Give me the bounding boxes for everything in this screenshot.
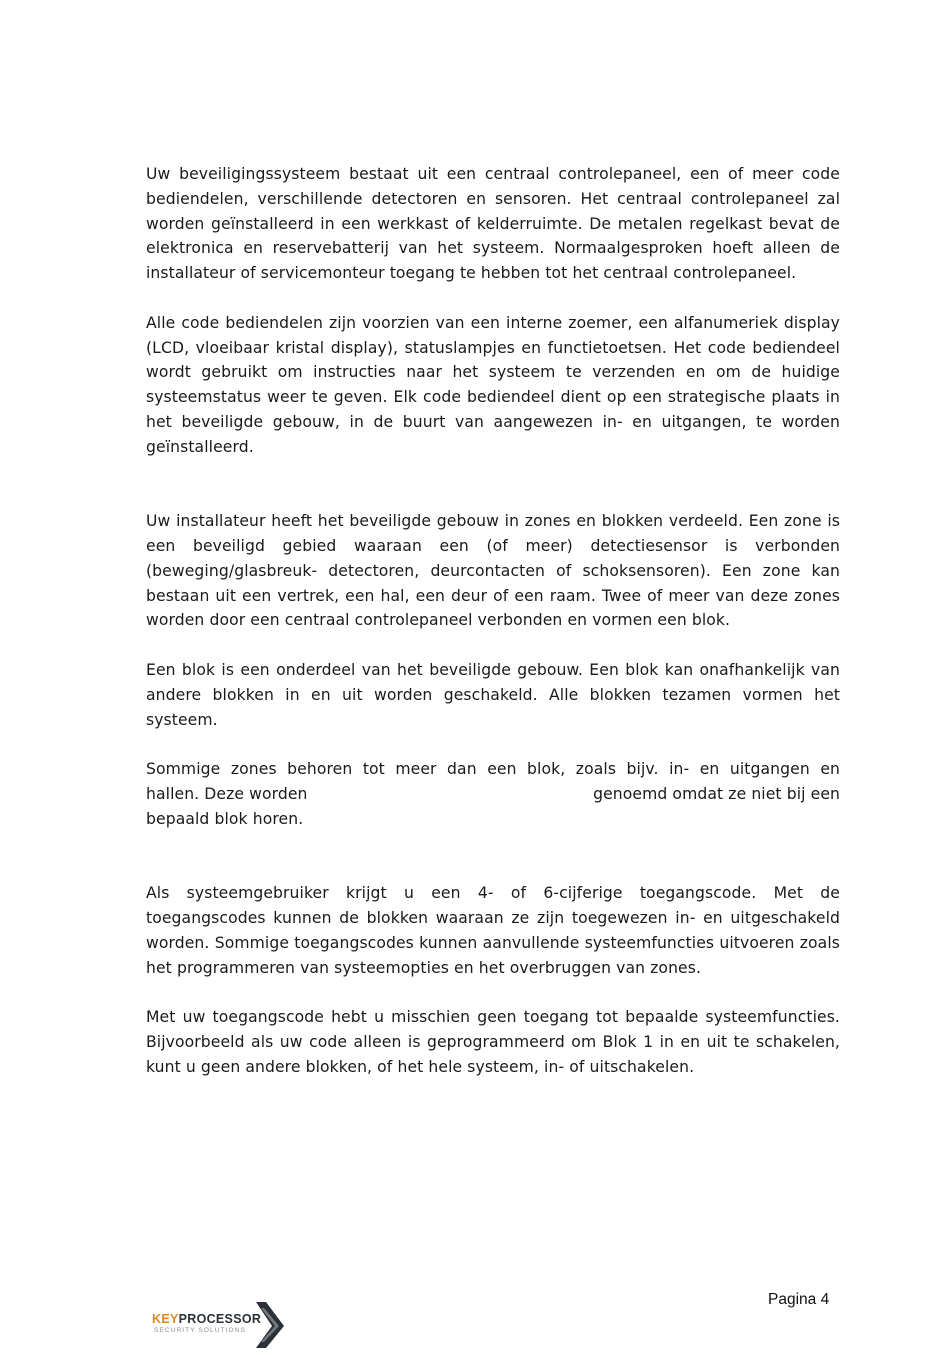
logo-key-text: KEY	[152, 1312, 179, 1326]
keyprocessor-logo	[150, 1300, 290, 1352]
shared-zones-line-1: Sommige zones behoren tot meer dan een blok, zoals bijv. in- en uitgangen en	[146, 760, 840, 779]
paragraph-shared-zones	[146, 757, 840, 831]
shared-zones-line-3: bepaald blok horen.	[146, 809, 304, 828]
paragraph-keypads: Alle code bediendelen zijn voorzien van een interne zoemer, een alfanumeriek display (LCD, vloeibaar kristal display), statuslampjes en functietoetsen. Het code bediendeel wordt gebruikt om instructies naar het systeem te verzenden en om de huidige systeemstatus weer te geven. Elk code bediendeel dient op een strategische plaats in het beveiligde gebouw, in de buurt van aangewezen in- en uitgangen, te worden geïnstalleerd.	[146, 313, 840, 456]
shared-zones-line-2	[146, 782, 840, 807]
paragraph-zones: Uw installateur heeft het beveiligde gebouw in zones en blokken verdeeld. Een zone is een beveiligd gebied waaraan een (of meer) detectiesensor is verbonden (beweging/glasbreuk- detectoren, deurcontacten of schoksensoren). Een zone kan bestaan uit een vertrek, een hal, een deur of een raam. Twee of meer van deze zones worden door een centraal controlepaneel verbonden en vormen een blok.	[146, 512, 840, 630]
shared-zones-line-2-start: hallen. Deze worden	[146, 784, 308, 803]
paragraph-control-panel: Uw beveiligingssysteem bestaat uit een centraal controlepaneel, een of meer code bediendelen, verschillende detectoren en sensoren. Het centraal controlepaneel zal worden geïnstalleerd in een werkkast of kelderruimte. De metalen regelkast bevat de elektronica en reservebatterij van het systeem. Normaalgesproken hoeft alleen de installateur of servicemonteur toegang te hebben tot het centraal controlepaneel.	[146, 165, 840, 283]
logo-subtitle: SECURITY SOLUTIONS	[154, 1327, 246, 1334]
paragraph-blocks: Een blok is een onderdeel van het beveiligde gebouw. Een blok kan onafhankelijk van andere blokken in en uit worden geschakeld. Alle blokken tezamen vormen het systeem.	[146, 660, 840, 729]
shared-zones-line-2-end: genoemd omdat ze niet bij een	[593, 784, 840, 803]
paragraph-access-codes: Als systeemgebruiker krijgt u een 4- of 6-cijferige toegangscode. Met de toegangscodes kunnen de blokken waaraan ze zijn toegewezen in- en uitgeschakeld worden. Sommige toegangscodes kunnen aanvullende systeemfuncties uitvoeren zoals het programmeren van systeemopties en het overbruggen van zones.	[146, 884, 840, 977]
page-number: Pagina 4	[768, 1291, 830, 1308]
paragraph-limited-access: Met uw toegangscode hebt u misschien geen toegang tot bepaalde systeemfuncties. Bijvoorbeeld als uw code alleen is geprogrammeerd om Blok 1 in en uit te schakelen, kunt u geen andere blokken, of het hele systeem, in- of uitschakelen.	[146, 1008, 840, 1076]
logo-wordmark	[152, 1312, 261, 1326]
chevron-right-icon	[252, 1300, 286, 1350]
logo-processor-text: PROCESSOR	[178, 1312, 262, 1326]
document-body	[146, 162, 840, 1079]
